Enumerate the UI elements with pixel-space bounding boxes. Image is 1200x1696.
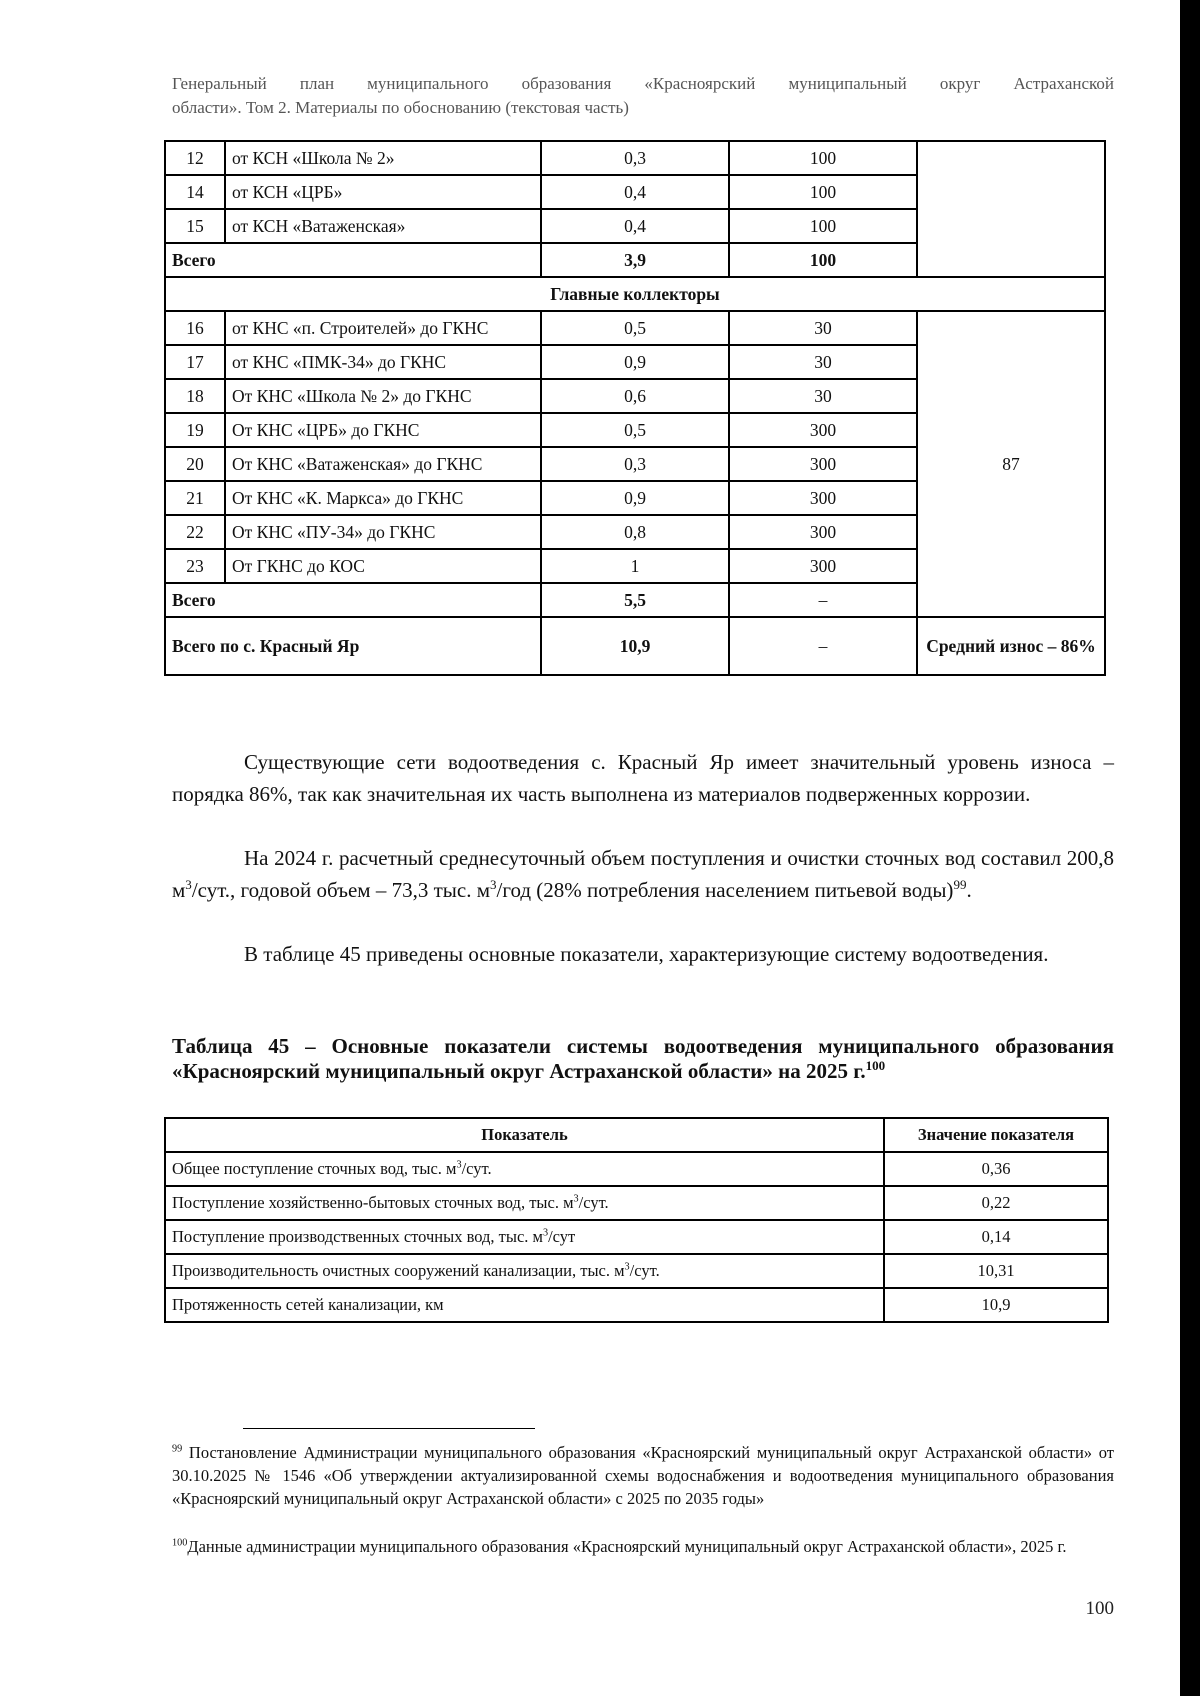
wear-percent: 30	[729, 311, 917, 345]
paragraph-wastewater-volume	[172, 842, 1114, 906]
wear-percent: 30	[729, 379, 917, 413]
row-number: 23	[165, 549, 225, 583]
paragraph-text: /год (28% потребления населением питьевой воды)	[496, 878, 954, 902]
length-km: 0,6	[541, 379, 729, 413]
table-caption	[172, 1034, 1114, 1084]
running-header-line-1: Генеральный план муниципального образования «Красноярский муниципальный округ Астраханской	[172, 74, 1114, 93]
footnote-number: 100	[172, 1537, 188, 1549]
length-km: 0,8	[541, 515, 729, 549]
row-number: 14	[165, 175, 225, 209]
network-section: от КСН «Ватаженская»	[225, 209, 541, 243]
paragraph-text: .	[966, 878, 972, 902]
indicator-value: 0,14	[884, 1220, 1108, 1254]
wear-percent: 300	[729, 413, 917, 447]
running-header-line-2: области». Том 2. Материалы по обоснованию (текстовая часть)	[172, 98, 629, 117]
network-section: От КНС «ЦРБ» до ГКНС	[225, 413, 541, 447]
indicator-name: Поступление хозяйственно-бытовых сточных вод, тыс. $м^3$/сут.	[165, 1186, 884, 1220]
grand-total-label: Всего по с. Красный Яр	[165, 617, 541, 675]
paragraph-text: /сут., годовой объем – 73,3 тыс. м	[191, 878, 490, 902]
indicator-name: Производительность очистных сооружений канализации, тыс. $м^3$/сут.	[165, 1254, 884, 1288]
table-row	[165, 1186, 1108, 1220]
indicator-name: Протяженность сетей канализации, км	[165, 1288, 884, 1322]
length-km: 0,9	[541, 481, 729, 515]
row-number: 21	[165, 481, 225, 515]
subtotal-wear: –	[729, 583, 917, 617]
row-number: 12	[165, 141, 225, 175]
network-section: От КНС «Школа № 2» до ГКНС	[225, 379, 541, 413]
subtotal-wear: 100	[729, 243, 917, 277]
subtotal-label: Всего	[165, 583, 541, 617]
row-number: 16	[165, 311, 225, 345]
grand-total-length: 10,9	[541, 617, 729, 675]
indicator-value: 0,22	[884, 1186, 1108, 1220]
paragraph-text: На 2024 г. расчетный среднесуточный объем поступления и очистки сточных вод составил 200,8 м	[172, 846, 1114, 902]
wastewater-indicators-table	[164, 1117, 1109, 1323]
length-km: 0,9	[541, 345, 729, 379]
paragraph-network-wear: Существующие сети водоотведения с. Красный Яр имеет значительный уровень износа – порядка 86%, так как значительная их часть выполнена из материалов подверженных коррозии.	[172, 750, 1114, 806]
row-number: 18	[165, 379, 225, 413]
average-wear-note: Средний износ – 86%	[917, 617, 1105, 675]
wear-percent: 100	[729, 141, 917, 175]
network-section: от КНС «ПМК-34» до ГКНС	[225, 345, 541, 379]
subtotal-length: 5,5	[541, 583, 729, 617]
superscript: 3	[490, 877, 497, 892]
grand-total-row	[165, 617, 1105, 675]
row-number: 15	[165, 209, 225, 243]
footnote-number: 99	[172, 1443, 183, 1455]
table-header-row	[165, 1118, 1108, 1152]
footnote-reference: 100	[865, 1058, 886, 1073]
subtotal-length: 3,9	[541, 243, 729, 277]
sewer-networks-table	[164, 140, 1106, 676]
superscript: 3	[185, 877, 192, 892]
network-section: От ГКНС до КОС	[225, 549, 541, 583]
wear-percent: 100	[729, 209, 917, 243]
indicator-value: 10,31	[884, 1254, 1108, 1288]
section-heading-row	[165, 277, 1105, 311]
footnote-reference: 99	[953, 877, 967, 892]
footnote-text: Данные администрации муниципального образования «Красноярский муниципальный округ Астраханской области», 2025 г.	[187, 1537, 1067, 1556]
table-row	[165, 1288, 1108, 1322]
column-header-indicator: Показатель	[165, 1118, 884, 1152]
wear-percent: 300	[729, 515, 917, 549]
length-km: 0,4	[541, 175, 729, 209]
network-section: от КСН «Школа № 2»	[225, 141, 541, 175]
indicator-value: 10,9	[884, 1288, 1108, 1322]
page-edge	[1180, 0, 1200, 1696]
grand-total-wear: –	[729, 617, 917, 675]
caption-text: Таблица 45 – Основные показатели системы водоотведения муниципального образования «Красноярский муниципальный округ Астраханской области» на 2025 г.	[172, 1034, 1114, 1083]
section-heading: Главные коллекторы	[165, 277, 1105, 311]
table-row	[165, 1254, 1108, 1288]
footnote-separator	[243, 1428, 535, 1429]
length-km: 1	[541, 549, 729, 583]
length-km: 0,3	[541, 447, 729, 481]
network-section: от КНС «п. Строителей» до ГКНС	[225, 311, 541, 345]
paragraph-table-reference: В таблице 45 приведены основные показатели, характеризующие систему водоотведения.	[244, 942, 1049, 966]
column-header-value: Значение показателя	[884, 1118, 1108, 1152]
row-number: 19	[165, 413, 225, 447]
table-row	[165, 1220, 1108, 1254]
network-section: От КНС «Ватаженская» до ГКНС	[225, 447, 541, 481]
table-row	[165, 1152, 1108, 1186]
network-section: От КНС «ПУ-34» до ГКНС	[225, 515, 541, 549]
length-km: 0,3	[541, 141, 729, 175]
row-number: 17	[165, 345, 225, 379]
wear-percent: 100	[729, 175, 917, 209]
wear-percent: 300	[729, 447, 917, 481]
table-row	[165, 311, 1105, 345]
footnote-100	[172, 1535, 1114, 1558]
indicator-name: Общее поступление сточных вод, тыс. $м^3$/сут.	[165, 1152, 884, 1186]
footnote-99	[172, 1441, 1114, 1510]
network-section: От КНС «К. Маркса» до ГКНС	[225, 481, 541, 515]
row-number: 22	[165, 515, 225, 549]
network-section: от КСН «ЦРБ»	[225, 175, 541, 209]
footnote-text: Постановление Администрации муниципального образования «Красноярский муниципальный округ Астраханской области» от 30.10.2025 № 1546 «Об утверждении актуализированной схемы водоснабжения и водоотведения муниципального образования «Красноярский муниципальный округ Астраханской области» с 2025 по 2035 годы»	[172, 1443, 1114, 1508]
group-wear-value: 87	[917, 311, 1105, 617]
page-number: 100	[1085, 1598, 1114, 1619]
subtotal-label: Всего	[165, 243, 541, 277]
group-wear-cell	[917, 141, 1105, 277]
running-header	[172, 72, 1114, 120]
length-km: 0,4	[541, 209, 729, 243]
wear-percent: 30	[729, 345, 917, 379]
row-number: 20	[165, 447, 225, 481]
wear-percent: 300	[729, 549, 917, 583]
table-row	[165, 141, 1105, 175]
indicator-name: Поступление производственных сточных вод, тыс. $м^3$/сут	[165, 1220, 884, 1254]
length-km: 0,5	[541, 311, 729, 345]
length-km: 0,5	[541, 413, 729, 447]
wear-percent: 300	[729, 481, 917, 515]
indicator-value: 0,36	[884, 1152, 1108, 1186]
